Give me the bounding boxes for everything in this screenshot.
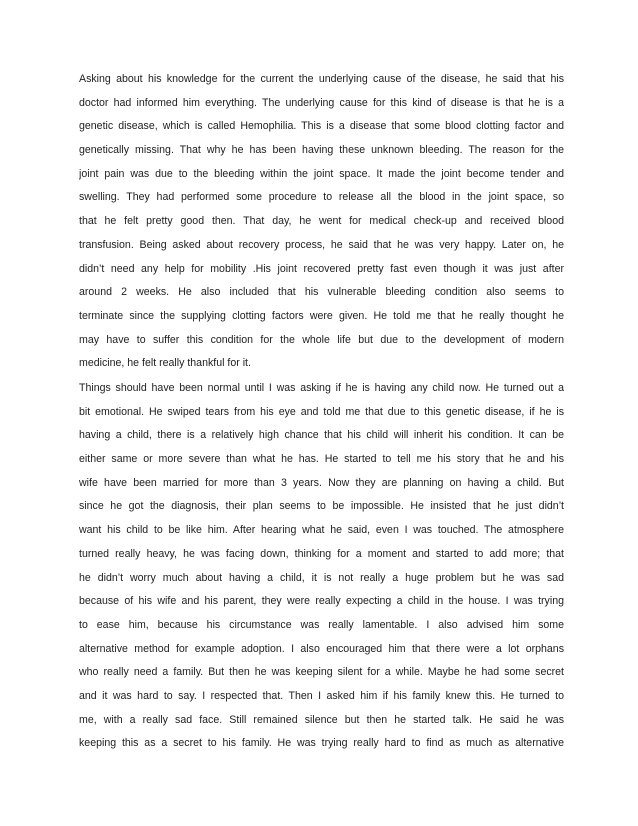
text-line: that he felt pretty good then. That day, he went for medical check-up and received blood (79, 215, 564, 228)
text-line: me, with a really sad face. Still remained silence but then he started talk. He said he was (79, 713, 564, 726)
text-line: alternative method for example adoption. I also encouraged him that there were a lot orphans (79, 642, 564, 655)
text-line: transfusion. Being asked about recovery process, he said that he was very happy. Later on, he (79, 238, 564, 251)
text-line: since he got the diagnosis, their plan seems to be impossible. He insisted that he just didn’t (79, 500, 564, 513)
text-line: because of his wife and his parent, they were really expecting a child in the house. I was trying (79, 595, 564, 608)
text-line: didn’t need any help for mobility .His joint recovered pretty fast even though it was just after (79, 262, 564, 275)
paragraph-2 (79, 377, 564, 756)
text-line: swelling. They had performed some procedure to release all the blood in the joint space, so (79, 191, 564, 204)
text-line: Asking about his knowledge for the current the underlying cause of the disease, he said that his (79, 73, 564, 85)
paragraph-1 (79, 68, 564, 376)
text-line: bit emotional. He swiped tears from his eye and told me that due to this genetic disease, if he is (79, 405, 564, 418)
text-line: want his child to be like him. After hearing what he said, even I was touched. The atmosphere (79, 524, 564, 537)
text-line: wife have been married for more than 3 years. Now they are planning on having a child. But (79, 476, 564, 489)
text-line: may have to suffer this condition for the whole life but due to the development of modern (79, 333, 564, 346)
text-line: terminate since the supplying clotting factors were given. He told me that he really thought he (79, 309, 564, 322)
text-line: either same or more severe than what he has. He started to tell me his story that he and his (79, 453, 564, 466)
text-line: genetically missing. That why he has been having these unknown bleeding. The reason for the (79, 144, 564, 157)
text-line: around 2 weeks. He also included that his vulnerable bleeding condition also seems to (79, 286, 564, 299)
text-line: who really need a family. But then he was keeping silent for a while. Maybe he had some secret (79, 666, 564, 679)
text-line: to ease him, because his circumstance was really lamentable. I also advised him some (79, 618, 564, 631)
text-line: joint pain was due to the bleeding within the joint space. It made the joint become tender and (79, 167, 564, 180)
text-line: medicine, he felt really thankful for it. (79, 357, 251, 370)
text-line: he didn’t worry much about having a child, it is not really a huge problem but he was sad (79, 571, 564, 584)
text-line: having a child, there is a relatively high chance that his child will inherit his condition. It can be (79, 429, 564, 442)
text-line: doctor had informed him everything. The underlying cause for this kind of disease is that he is a (79, 96, 564, 109)
text-line: and it was hard to say. I respected that. Then I asked him if his family knew this. He turned to (79, 689, 564, 702)
text-line: genetic disease, which is called Hemophilia. This is a disease that some blood clotting factor and (79, 120, 564, 133)
text-line: turned really heavy, he was facing down, thinking for a moment and started to add more; that (79, 547, 564, 560)
text-line: keeping this as a secret to his family. He was trying really hard to find as much as alternative (79, 737, 564, 750)
text-line: Things should have been normal until I was asking if he is having any child now. He turned out a (79, 382, 564, 394)
